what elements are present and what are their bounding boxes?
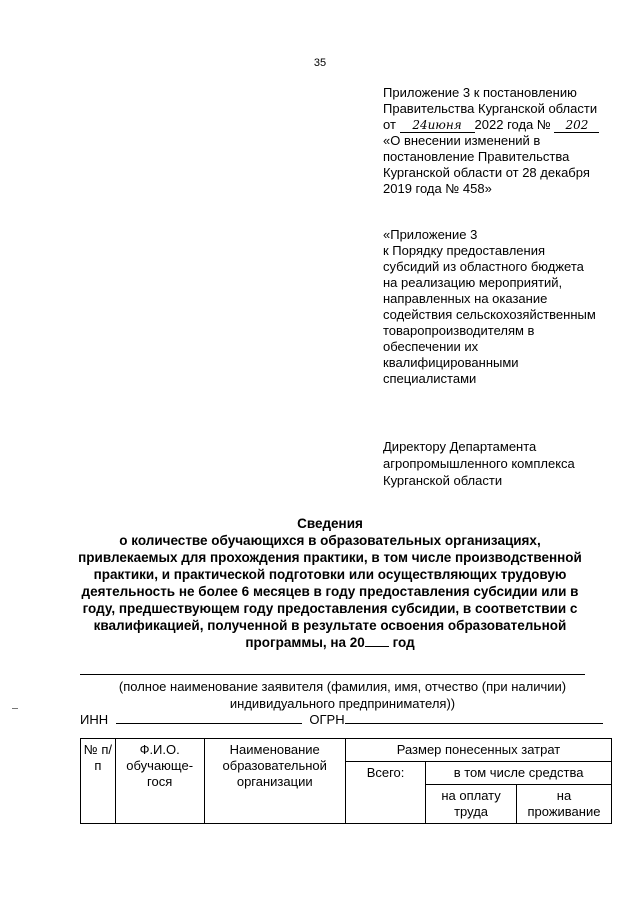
procedure-line: обеспечении их [383,339,479,354]
scan-mark [12,708,18,709]
addressee-line: агропромышленного комплекса [383,456,575,471]
header-num: № п/п [81,739,116,824]
heading-line: практики, и практической подготовки или осуществляющих трудовую [93,567,567,582]
procedure-line: к Порядку предоставления [383,243,545,258]
appendix-title-line-3: Курганской области от 28 декабря [383,165,590,180]
header-total: Всего: [345,762,425,824]
heading-year-prefix: программы, на 20 [245,635,365,650]
appendix-date-line [383,117,623,133]
procedure-line: товаропроизводителям в [383,323,535,338]
applicant-name-field[interactable] [80,674,585,675]
handwritten-number: 202 [554,119,599,133]
header-wage: на оплату труда [426,785,517,824]
header-org: Наименование образовательной организации [204,739,345,824]
procedure-line: направленных на оказание [383,291,548,306]
appendix-title-line-2: постановление Правительства [383,149,570,164]
header-fio: Ф.И.О. обучающе-гося [115,739,204,824]
procedure-line: содействия сельскохозяйственным [383,307,596,322]
applicant-caption-line-1: (полное наименование заявителя (фамилия, имя, отчество (при наличии) [118,679,567,694]
header-housing: на проживание [516,785,611,824]
document-heading [50,515,610,651]
date-prefix: от [383,117,396,132]
appendix-title-line-4: 2019 года № 458» [383,181,492,196]
costs-table [80,738,612,824]
page-number: 35 [313,57,327,69]
procedure-line: специалистами [383,371,477,386]
procedure-line: «Приложение 3 [383,227,478,242]
procedure-reference [383,227,628,387]
heading-line: году, предшествующем году предоставления субсидии, в соответствии с [82,601,578,616]
heading-line: квалификацией, полученной в результате освоения образовательной [93,618,567,633]
applicant-caption [80,678,605,712]
addressee-line: Курганской области [383,473,503,488]
procedure-line: на реализацию мероприятий, [383,275,563,290]
inn-ogrn-row [80,710,603,727]
appendix-header [383,85,623,197]
handwritten-date: 24июня [400,119,475,133]
heading-line: о количестве обучающихся в образовательных организациях, [119,533,541,548]
header-including: в том числе средства [426,762,612,785]
year-blank-field[interactable] [365,634,389,647]
ogrn-field[interactable] [345,710,603,724]
ogrn-label: ОГРН [309,712,345,727]
procedure-line: субсидий из областного бюджета [383,259,584,274]
heading-title: Сведения [297,516,363,531]
heading-year-suffix: год [388,635,415,650]
appendix-line-1: Приложение 3 к постановлению [383,85,577,100]
procedure-line: квалифицированными [383,355,519,370]
appendix-title-line-1: «О внесении изменений в [383,133,541,148]
heading-line: привлекаемых для прохождения практики, в том числе производственной [78,550,582,565]
header-costs: Размер понесенных затрат [345,739,611,762]
year-text: 2022 года № [474,117,551,132]
inn-label: ИНН [80,712,109,727]
appendix-line-2: Правительства Курганской области [383,101,598,116]
heading-line: деятельность не более 6 месяцев в году предоставления субсидии или в [81,584,579,599]
heading-last-line [50,634,610,651]
addressee-line: Директору Департамента [383,439,537,454]
applicant-caption-line-2: индивидуального предпринимателя)) [229,696,456,711]
addressee [383,438,623,489]
inn-field[interactable] [116,710,302,724]
